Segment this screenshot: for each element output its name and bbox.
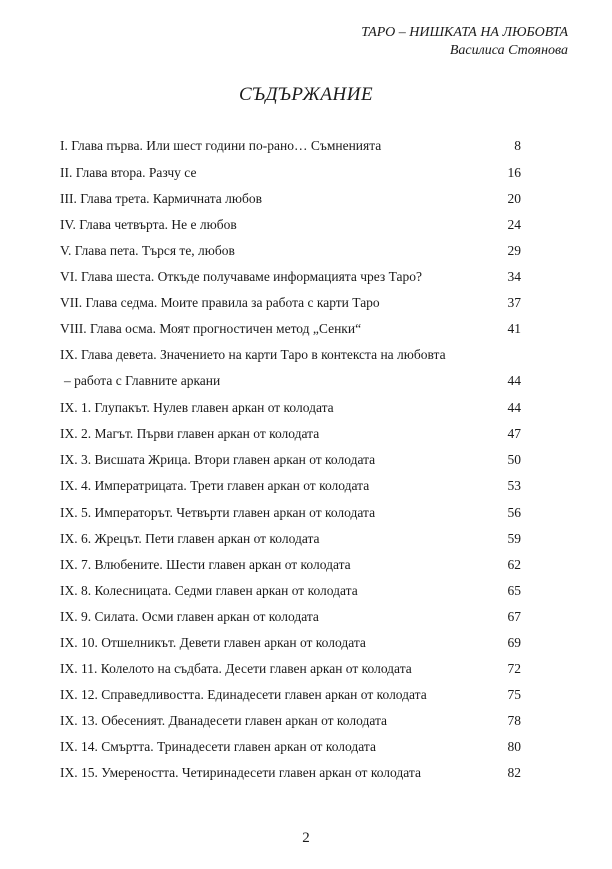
toc-entry-title: IX. 11. Колелото на съдбата. Десети главен аркан от колодата: [60, 661, 412, 676]
toc-entry: [60, 268, 525, 286]
toc-entry-title: III. Глава трета. Кармичната любов: [60, 191, 262, 206]
toc-entry-title: IX. 3. Висшата Жрица. Втори главен аркан от колодата: [60, 452, 376, 467]
toc-entry: [60, 530, 525, 548]
toc-entry-title: IX. 7. Влюбените. Шести главен аркан от колодата: [60, 557, 351, 572]
toc-entry-title: IX. 9. Силата. Осми главен аркан от колодата: [60, 609, 319, 624]
toc-entry-title: IX. 8. Колесницата. Седми главен аркан от колодата: [60, 583, 358, 598]
header-author: Василиса Стоянова: [449, 43, 568, 58]
toc-entry-title: IX. 10. Отшелникът. Девети главен аркан от колодата: [60, 635, 366, 650]
toc-entry: [60, 320, 525, 338]
toc-entry: [60, 738, 525, 756]
toc-entry-title: IX. 15. Умереността. Четиринадесети главен аркан от колодата: [60, 765, 421, 780]
page-number: 2: [302, 830, 310, 846]
toc-entry-page-number: 67: [507, 609, 521, 624]
toc-entry-page-number: 37: [507, 295, 521, 310]
toc-entry: [60, 556, 525, 574]
running-header: [361, 24, 568, 60]
toc-entry-page-number: 59: [507, 531, 521, 546]
toc-entry-page-number: 47: [507, 426, 521, 441]
toc-entry-title: IV. Глава четвърта. Не е любов: [60, 217, 237, 232]
toc-entry: [60, 216, 525, 234]
toc-entry-page-number: 44: [507, 373, 521, 388]
toc-entry: [60, 764, 525, 782]
toc-entry: [60, 399, 525, 417]
toc-entry-page-number: 80: [507, 739, 521, 754]
toc-entry-page-number: 50: [507, 452, 521, 467]
toc-entry: [60, 582, 525, 600]
toc-entry: [60, 164, 525, 182]
toc-entry-title: IX. 4. Императрицата. Трети главен аркан от колодата: [60, 478, 370, 493]
toc-entry: [60, 425, 525, 443]
toc-entry-page-number: 56: [507, 505, 521, 520]
toc-entry-title: IX. 13. Обесеният. Дванадесети главен аркан от колодата: [60, 713, 388, 728]
toc-entry-page-number: 16: [507, 165, 521, 180]
header-book-title: ТАРО – НИШКАТА НА ЛЮБОВТА: [361, 25, 568, 40]
toc-entry-page-number: 8: [514, 138, 521, 153]
toc-entry-page-number: 44: [507, 400, 521, 415]
toc-entry: [60, 346, 525, 390]
toc-entry: [60, 294, 525, 312]
toc-entry-page-number: 53: [507, 478, 521, 493]
toc-entry-page-number: 72: [507, 661, 521, 676]
toc-entry: [60, 137, 525, 155]
toc-entry-title: IX. 6. Жрецът. Пети главен аркан от колодата: [60, 531, 320, 546]
toc-entry: [60, 190, 525, 208]
toc-entry-title: IX. 1. Глупакът. Нулев главен аркан от колодата: [60, 400, 334, 415]
toc-entry-page-number: 75: [507, 687, 521, 702]
toc-entry: [60, 504, 525, 522]
toc-entry-page-number: 62: [507, 557, 521, 572]
toc-entry-page-number: 34: [507, 269, 521, 284]
toc-entry: [60, 712, 525, 730]
toc-entry: [60, 608, 525, 626]
toc-entry-title: IX. 12. Справедливостта. Единадесети главен аркан от колодата: [60, 687, 427, 702]
toc-entry-title: IX. 2. Магът. Първи главен аркан от колодата: [60, 426, 320, 441]
toc-entry-title: VI. Глава шеста. Откъде получаваме информацията чрез Таро?: [60, 269, 423, 284]
toc-entry-page-number: 78: [507, 713, 521, 728]
toc-entry-page-number: 24: [507, 217, 521, 232]
toc-entry: [60, 634, 525, 652]
toc-entry: [60, 451, 525, 469]
toc-entry-title: IX. 5. Императорът. Четвърти главен аркан от колодата: [60, 505, 376, 520]
toc-entry-title: IX. Глава девета. Значението на карти Таро в контекста на любовта: [60, 347, 446, 362]
toc-entry-title-continued: – работа с Главните аркани: [64, 373, 221, 388]
toc-entry: [60, 660, 525, 678]
toc-entry-title: IX. 14. Смъртта. Тринадесети главен аркан от колодата: [60, 739, 376, 754]
toc-entry-page-number: 69: [507, 635, 521, 650]
toc-entry: [60, 477, 525, 495]
toc-title: СЪДЪРЖАНИЕ: [238, 84, 374, 105]
toc-entry-page-number: 29: [507, 243, 521, 258]
toc-entry-title: V. Глава пета. Търся те, любов: [60, 243, 235, 258]
toc-entry-title: II. Глава втора. Разчу се: [60, 165, 197, 180]
toc-entry-title: I. Глава първа. Или шест години по-рано… Съмненията: [60, 138, 382, 153]
toc-entry: [60, 242, 525, 260]
toc-entry-title: VIII. Глава осма. Моят прогностичен метод „Сенки“: [60, 321, 362, 336]
toc-entry-page-number: 41: [507, 321, 521, 336]
toc-entry-page-number: 20: [507, 191, 521, 206]
toc-entry: [60, 686, 525, 704]
toc-entry-title: VII. Глава седма. Моите правила за работа с карти Таро: [60, 295, 380, 310]
toc-entry-page-number: 82: [507, 765, 521, 780]
toc-entry-page-number: 65: [507, 583, 521, 598]
